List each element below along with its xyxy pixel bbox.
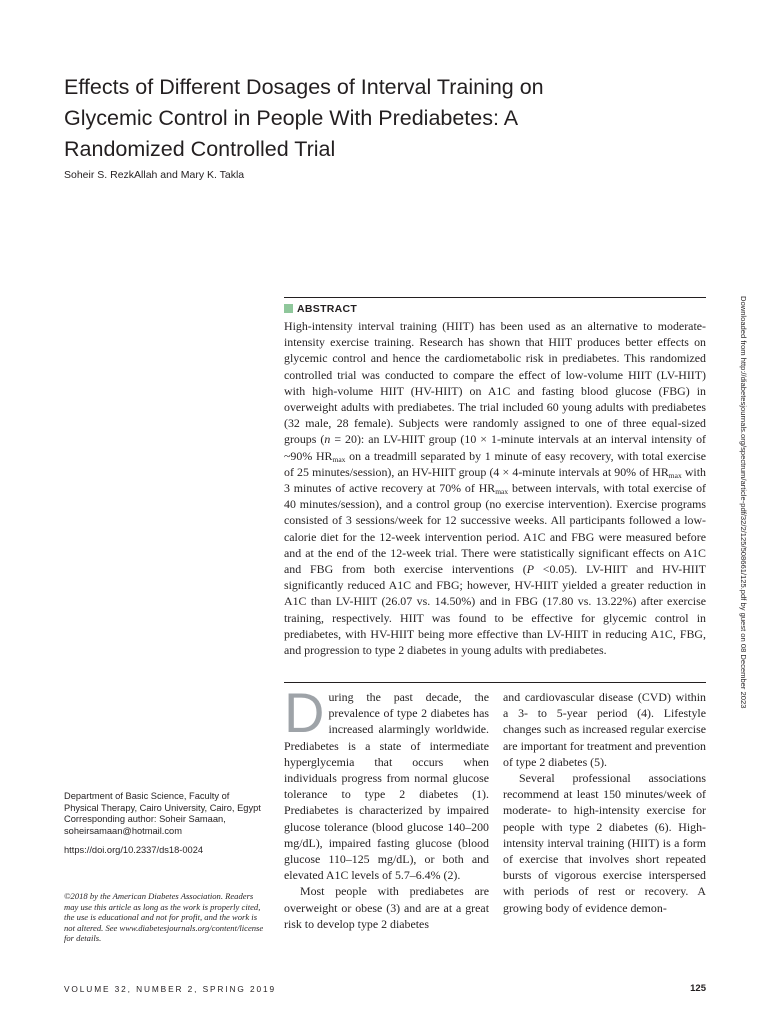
- copyright-notice: ©2018 by the American Diabetes Association. Readers may use this article as long as the work is properly cited, the use is educational and not for profit, and the work is not altered. See www.diabetesjournals.org/content/license for details.: [64, 891, 264, 944]
- abstract-top-rule: [284, 297, 706, 298]
- affiliation-block: [64, 791, 264, 857]
- authors: Soheir S. RezkAllah and Mary K. Takla: [64, 169, 245, 181]
- drop-cap: D: [284, 681, 325, 744]
- body-paragraph: Most people with prediabetes are overweight or obese (3) and are at a great risk to develop type 2 diabetes: [284, 884, 489, 931]
- department: Department of Basic Science, Faculty of Physical Therapy, Cairo University, Cairo, Egypt: [64, 791, 261, 813]
- body-column-right: [503, 689, 706, 916]
- body-paragraph: and cardiovascular disease (CVD) within a 3- to 5-year period (4). Lifestyle changes such as increased regular exercise are important for treatment and prevention of type 2 diabetes (5).: [503, 690, 706, 769]
- abstract-heading-label: ABSTRACT: [297, 303, 358, 315]
- abstract-bottom-rule: [284, 682, 706, 683]
- article-title: Effects of Different Dosages of Interval Training on Glycemic Control in People With Prediabetes: A Randomized Controlled Trial: [64, 75, 544, 161]
- body-paragraph: Several professional associations recommend at least 150 minutes/week of moderate- to high-intensity exercise for people with type 2 diabetes (6). High-intensity interval training (HIIT) is a form of exercise that involves short repeated bursts of vigorous exercise interspersed with periods of rest or recovery. A growing body of evidence demon-: [503, 771, 706, 915]
- abstract-marker-icon: [284, 304, 293, 313]
- body-paragraph: During the past decade, the prevalence of type 2 diabetes has increased alarmingly worldwide. Prediabetes is a state of intermediate hyperglycemia that occurs when individuals progress from normal glucose tolerance to type 2 diabetes (1). Prediabetes is characterized by impaired glucose tolerance (blood glucose 140–200 mg/dL), impaired fasting glucose (blood glucose 110–125 mg/dL), or both and elevated A1C levels of 5.7–6.4% (2).: [284, 681, 489, 883]
- abstract-text: High-intensity interval training (HIIT) has been used as an alternative to moderate-intensity exercise training. Research has shown that HIIT produces better effects on glycemic control and hence the cardiometabolic risk in prediabetes. This randomized controlled trial was conducted to compare the effect of low-volume HIIT (LV-HIIT) with high-volume HIIT (HV-HIIT) on A1C and fasting blood glucose (FBG) in overweight adults with prediabetes. The trial included 60 young adults with prediabetes (32 male, 28 female). Subjects were randomly assigned to one of three equal-sized groups (n = 20): an LV-HIIT group (10 × 1-minute intervals at an interval intensity of ~90% $HR_{max}$ on a treadmill separated by 1 minute of easy recovery, with total exercise of 25 minutes/session), an HV-HIIT group (4 × 4-minute intervals at 90% of $HR_{max}$ with 3 minutes of active recovery at 70% of $HR_{max}$ between intervals, with total exercise of 40 minutes/session), and a control group (no exercise intervention). Exercise programs consisted of 3 sessions/week for 12 successive weeks. All participants followed a low-calorie diet for the 12-week intervention period. A1C and FBG were measured before and at the end of the 12-week trial. There were statistically significant effects on A1C and FBG from both exercise interventions (P <0.05). LV-HIIT and HV-HIIT significantly reduced A1C and FBG; however, HV-HIIT yielded a greater reduction in A1C than LV-HIIT (26.07 vs. 14.50%) and in FBG (17.80 vs. 13.22%) after exercise training, respectively. HIIT was found to be effective for glycemic control in prediabetes, with HV-HIIT being more effective than LV-HIIT in reducing A1C, FBG, and progression to type 2 diabetes in young adults with prediabetes.: [284, 319, 706, 658]
- issue-info: VOLUME 32, NUMBER 2, SPRING 2019: [64, 984, 277, 994]
- page-number: 125: [690, 983, 706, 994]
- doi-link[interactable]: https://doi.org/10.2337/ds18-0024: [64, 845, 204, 856]
- body-column-left: [284, 681, 489, 932]
- abstract-heading: [284, 303, 357, 315]
- corresponding-author: Corresponding author: Soheir Samaan, soheirsamaan@hotmail.com: [64, 814, 226, 836]
- download-watermark: Downloaded from http://diabetesjournals.org/spectrum/article-pdf/32/2/125/508661/125.pdf by guest on 08 December 2023: [739, 296, 748, 709]
